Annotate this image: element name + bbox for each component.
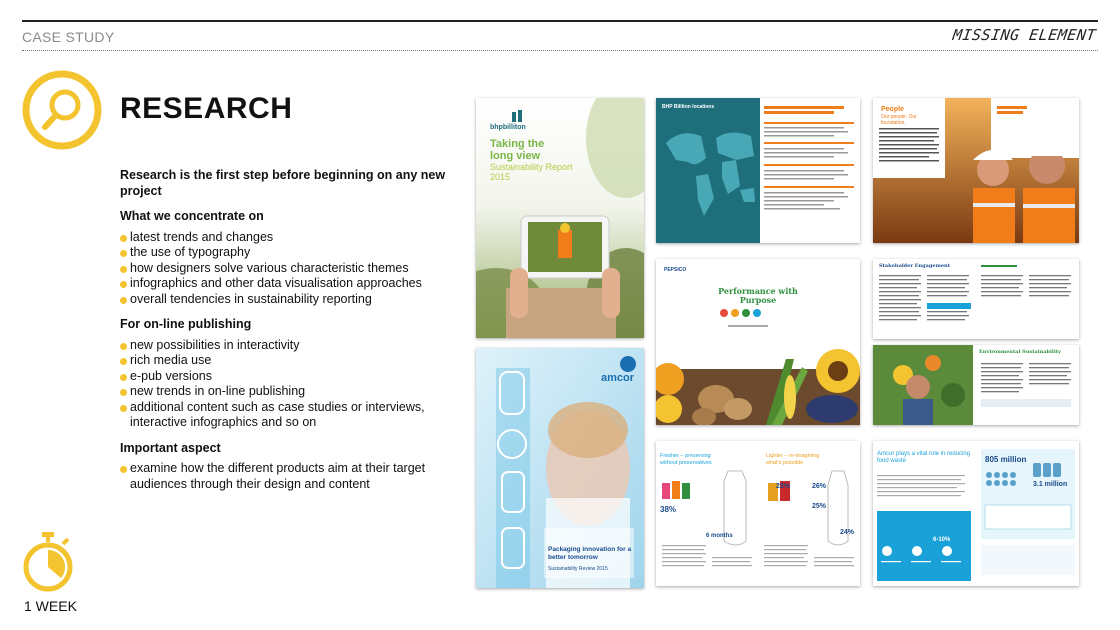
bhp-people-subtitle: Our people. Our foundation. <box>881 114 917 126</box>
bhp-people-thumbnail <box>873 98 1079 243</box>
brand-logo: MISSING ELEMENT <box>951 26 1098 44</box>
pepsico-stakeholder-title: Stakeholder Engagement <box>879 263 951 269</box>
list-item: examine how the different products aim at their target audiences through their design and content <box>120 461 460 492</box>
header-top-rule <box>22 20 1098 22</box>
list-item: new trends in on-line publishing <box>120 384 460 400</box>
amcor-fresher-stat: 38% <box>660 505 677 514</box>
list-item: the use of typography <box>120 245 460 261</box>
section-label: CASE STUDY <box>22 29 115 45</box>
list-item: additional content such as case studies or interviews, interactive infographics and so on <box>120 400 460 431</box>
amcor-waste-stat-1: 805 million <box>985 455 1027 464</box>
amcor-cover-thumbnail <box>476 348 644 588</box>
list-item: latest trends and changes <box>120 230 460 246</box>
bhp-map-title: BHP Billiton locations <box>662 104 715 110</box>
amcor-waste-title: Amcor plays a vital role in reducing food waste <box>877 451 971 464</box>
section-title-aspect: Important aspect <box>120 440 221 455</box>
bhp-headline: Taking the long view <box>490 138 545 162</box>
amcor-waste-stat-3: 6-10% <box>933 537 951 543</box>
bhp-people-title: People <box>881 106 904 113</box>
pepsico-environment-thumbnail <box>873 345 1079 425</box>
stopwatch-icon <box>22 532 74 592</box>
list-item: how designers solve various characteristic themes <box>120 261 460 277</box>
list-item: e-pub versions <box>120 369 460 385</box>
amcor-lighter-stat-3: 25% <box>812 503 827 510</box>
online-list <box>120 338 460 431</box>
intro-text: Research is the first step before beginning on any new project <box>120 168 446 198</box>
pepsico-logo: PEPSICO <box>664 267 687 273</box>
pepsico-environment-title: Environmental Sustainability <box>979 349 1061 355</box>
pepsico-title: Performance with Purpose <box>718 286 798 305</box>
amcor-lighter-stat-1: 23% <box>776 483 791 490</box>
amcor-lighter-stat-2: 26% <box>812 483 827 490</box>
duration-label: 1 WEEK <box>24 598 77 614</box>
research-content <box>120 168 460 492</box>
pepsico-stakeholder-thumbnail <box>873 259 1079 339</box>
amcor-fresher-stat-months: 6 months <box>706 533 733 539</box>
amcor-headline: Packaging innovation for a better tomorrow <box>548 546 632 561</box>
amcor-lighter-title: Lighter – re-imagining what's possible <box>766 453 820 466</box>
amcor-logo: amcor <box>600 372 634 384</box>
header-dotted-rule <box>22 50 1098 51</box>
page-title: RESEARCH <box>120 92 293 125</box>
amcor-lighter-stat-4: 24% <box>840 529 855 536</box>
aspect-list <box>120 461 460 492</box>
amcor-subline: Sustainability Review 2015 <box>548 566 608 572</box>
bhp-map-thumbnail <box>656 98 860 243</box>
pepsico-cover-thumbnail <box>656 259 860 425</box>
concentrate-list <box>120 230 460 308</box>
section-title-online: For on-line publishing <box>120 317 252 331</box>
amcor-fresher-thumbnail <box>656 441 860 586</box>
amcor-fresher-title: Fresher – preserving without preservatives <box>660 453 712 466</box>
list-item: rich media use <box>120 353 460 369</box>
bhp-logo: bhpbilliton <box>490 124 526 131</box>
amcor-waste-thumbnail <box>873 441 1079 586</box>
list-item: new possibilities in interactivity <box>120 338 460 354</box>
section-title-concentrate: What we concentrate on <box>120 209 264 223</box>
amcor-waste-stat-2: 3.1 million <box>1033 481 1068 488</box>
bhp-cover-thumbnail <box>476 98 644 338</box>
list-item: infographics and other data visualisation approaches <box>120 276 460 292</box>
magnifier-icon <box>22 70 102 150</box>
list-item: overall tendencies in sustainability reporting <box>120 292 460 308</box>
bhp-subline: Sustainability Report 2015 <box>490 162 573 182</box>
